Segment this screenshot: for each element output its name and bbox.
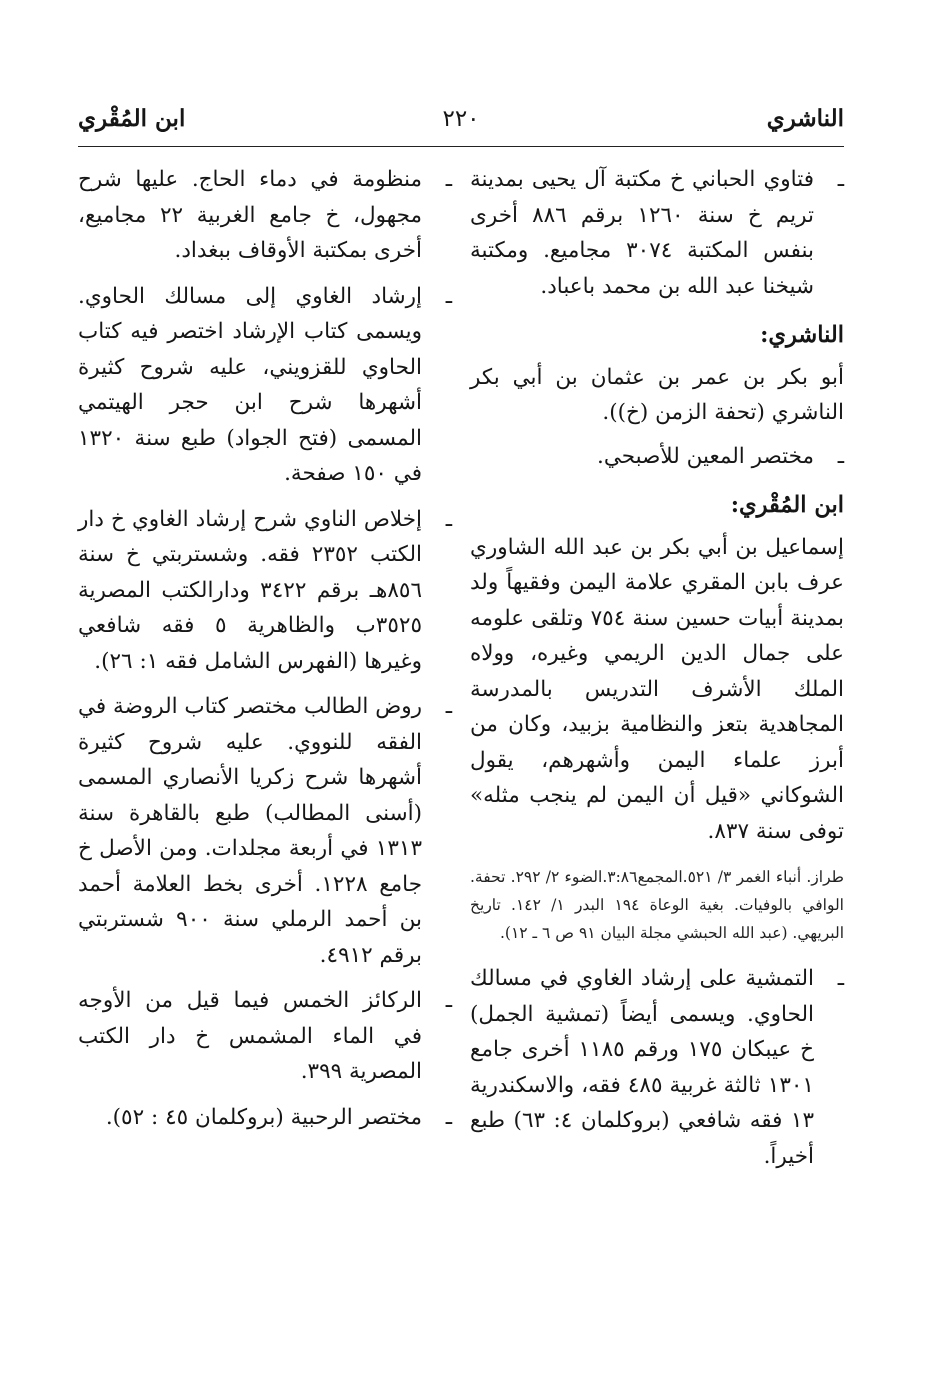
list-item (78, 1100, 452, 1136)
section-heading-ibn-muqri: ابن المُقْري: (730, 492, 844, 518)
entry-text: فتاوي الحباني خ مكتبة آل يحيى بمدينة تريم خ سنة ١٢٦٠ برقم ٨٨٦ أخرى بنفس المكتبة ٣٠٧٤ مجاميع. ومكتبة شيخنا عبد الله بن محمد باعباد. (470, 167, 814, 299)
entry-text: التمشية على إرشاد الغاوي في مسالك الحاوي. ويسمى أيضاً (تمشية الجمل) خ عيبكان ١٧٥ ورقم ١١٨٥ أخرى جامع ١٣٠١ ثالثة غربية ٤٨٥ فقه، والاسكندرية ١٣ فقه شافعي (بروكلمان ٤: ٦٣) طبع أخيراً. (470, 966, 815, 1169)
references: طراز. أنباء الغمر ٣/ ٥٢١.المجمع٣:٨٦.الضوء ٢/ ٢٩٢. تحفة. الوافي بالوفيات. بغية الوعاة ١٩٤ البدر ١/ ١٤٢. تاريخ البريهي. (عبد الله الحبشي مجلة البيان ٩١ ص ٦ ـ ١٢). (470, 868, 844, 942)
muqri-biography: إسماعيل بن أبي بكر بن عبد الله الشاوري عرف بابن المقري علامة اليمن وفقيهاً ولد بمدينة أبيات حسين سنة ٧٥٤ وتلقى علومه على جمال الدين الريمي وغيره، وولاه الملك الأشرف التدريس بالمدرسة المجاهدية بتعز والنظامية بزبيد، وكان من أبرز علماء اليمن وأشهرهم، يقول الشوكاني «قيل أن اليمن لم ينجب مثله» توفى سنة ٨٣٧. (470, 534, 845, 844)
running-head-right: الناشري (766, 105, 844, 132)
entry-dash: ـ (445, 1104, 452, 1130)
entry-dash: ـ (837, 966, 844, 991)
section-heading-nashiri: الناشري: (760, 322, 844, 348)
entry-text: مختصر المعين للأصبحي. (597, 443, 814, 469)
list-item (470, 439, 844, 475)
nashiri-biography: أبو بكر بن عمر بن عثمان بن أبي بكر الناشري (تحفة الزمن (خ)). (470, 364, 844, 425)
list-item (78, 162, 452, 269)
header-rule (78, 146, 844, 147)
list-item (78, 279, 452, 492)
entry-text: إخلاص الناوي شرح إرشاد الغاوي خ دار الكتب ٢٣٥٢ فقه. وشستربتي خ سنة ٨٥٦هـ برقم ٣٤٢٢ ودارالكتب المصرية ٣٥٢٥ب والظاهرية ٥ فقه شافعي وغيرها (الفهرس الشامل فقه ١: ٢٦). (78, 506, 422, 674)
entry-dash: ـ (445, 694, 452, 719)
entry-dash: ـ (445, 283, 452, 309)
left-column (78, 162, 452, 1352)
entry-text: إرشاد الغاوي إلى مسالك الحاوي. ويسمى كتاب الإرشاد اختصر فيه كتاب الحاوي للقزويني، عليه شروح كثيرة أشهرها شرح ابن حجر الهيتمي المسمى (فتح الجواد) طبع سنة ١٣٢٠ في ١٥٠ صفحة. (78, 283, 422, 486)
entry-dash: ـ (837, 167, 844, 192)
entry-text: روض الطالب مختصر كتاب الروضة في الفقه للنووي. عليه شروح كثيرة أشهرها شرح زكريا الأنصاري المسمى (أسنى المطالب) طبع بالقاهرة سنة ١٣١٣ في أربعة مجلدات. ومن الأصل خ جامع ١٢٢٨. أخرى بخط العلامة أحمد بن أحمد الرملي سنة ٩٠٠ شستربتي برقم ٤٩١٢. (78, 694, 422, 968)
page-number: ٢٢٠ (442, 106, 480, 132)
list-item (78, 502, 452, 680)
entry-dash: ـ (837, 443, 844, 469)
list-item (78, 983, 452, 1090)
entry-dash: ـ (445, 988, 452, 1013)
entry-text: الركائز الخمس فيما قيل من الأوجه في الماء المشمس خ دار الكتب المصرية ٣٩٩. (78, 988, 422, 1084)
entry-dash: ـ (445, 167, 452, 192)
entry-text: مختصر الرحبية (بروكلمان ٤٥ : ٥٢). (105, 1104, 422, 1130)
list-item (470, 961, 844, 1174)
list-item (470, 162, 844, 304)
page-header (78, 104, 844, 144)
running-head-left: ابن المُقْري (78, 105, 186, 132)
list-item (78, 689, 452, 973)
entry-dash: ـ (445, 506, 452, 532)
entry-text: منظومة في دماء الحاج. عليها شرح مجهول، خ جامع الغربية ٢٢ مجاميع، أخرى بمكتبة الأوقاف ببغداد. (78, 167, 422, 263)
right-column (470, 162, 844, 1352)
